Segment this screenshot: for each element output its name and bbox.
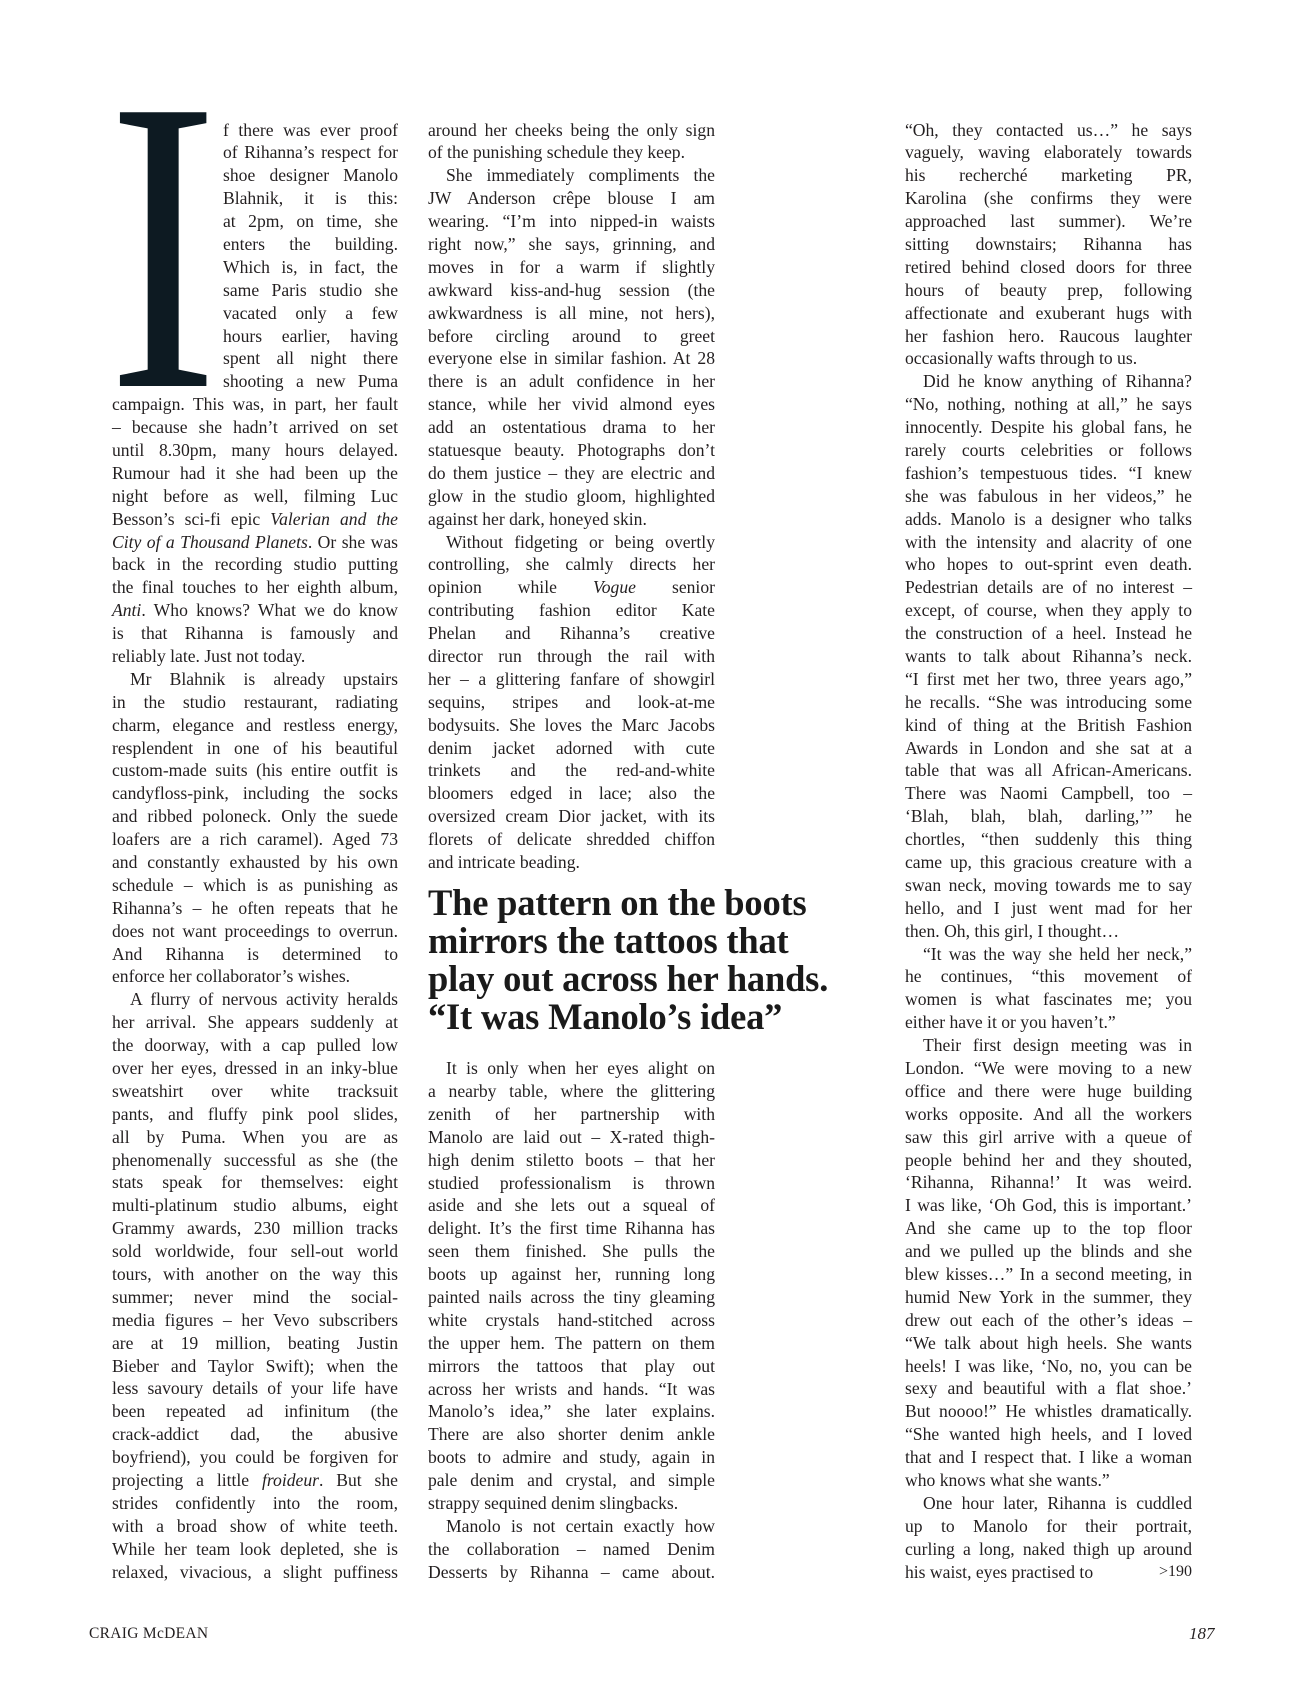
text-line: campaign. This was, in part, her fault xyxy=(112,394,398,415)
text-line: of the punishing schedule they keep. xyxy=(428,142,685,163)
text-line: around her cheeks being the only sign xyxy=(428,119,715,140)
text-line: the construction of a heel. Instead he xyxy=(905,623,1192,644)
text-line: retired behind closed doors for three xyxy=(905,256,1192,277)
text-line: oversized cream Dior jacket, with its xyxy=(428,806,715,827)
text-line: denim jacket adorned with cute xyxy=(428,737,715,758)
text-line: Rihanna’s – he often repeats that he xyxy=(112,897,398,918)
text-line: strides confidently into the room, xyxy=(112,1492,398,1513)
text-line: awkwardness is all mine, not hers), xyxy=(428,302,715,323)
text-line: painted nails across the tiny gleaming xyxy=(428,1286,715,1307)
text-line: statuesque beauty. Photographs don’t xyxy=(428,439,715,460)
text-line: charm, elegance and restless energy, xyxy=(112,714,398,735)
text-line: seen them finished. She pulls the xyxy=(428,1241,715,1262)
page-number: 187 xyxy=(1189,1624,1215,1643)
text-line: and intricate beading. xyxy=(428,852,580,872)
text-line: Desserts by Rihanna – came about. xyxy=(428,1561,715,1582)
text-line: enters the building. xyxy=(223,233,398,254)
text-line: florets of delicate shredded chiffon xyxy=(428,829,715,850)
italic-title: Anti xyxy=(112,600,142,621)
text-span: opinion while xyxy=(428,577,593,598)
text-span: . But she xyxy=(319,1470,398,1491)
text-line: all by Puma. When you are as xyxy=(112,1126,398,1147)
text-line: affectionate and exuberant hugs with xyxy=(905,302,1192,323)
italic-title: froideur xyxy=(261,1470,319,1491)
pull-quote-line: The pattern on the boots xyxy=(428,881,807,923)
text-line: vacated only a few xyxy=(223,302,398,323)
text-line: sexy and beautiful with a flat shoe.’ xyxy=(905,1378,1192,1399)
text-line: then. Oh, this girl, I thought… xyxy=(905,920,1120,941)
paragraph xyxy=(428,531,715,874)
text-span: his waist, eyes practised to xyxy=(905,1561,1094,1582)
text-line: Mr Blahnik is already upstairs xyxy=(130,668,398,689)
text-line: pants, and fluffy pink pool slides, xyxy=(112,1103,398,1124)
text-line: sold worldwide, four sell-out world xyxy=(112,1241,398,1262)
text-line: studied professionalism is thrown xyxy=(428,1172,715,1193)
text-line: been repeated ad infinitum (the xyxy=(112,1401,398,1422)
paragraph xyxy=(428,119,715,165)
text-line: against her dark, honeyed skin. xyxy=(428,508,647,529)
text-line: the final touches to her eighth album, xyxy=(112,577,398,598)
text-line: f there was ever proof xyxy=(223,119,398,140)
text-line: shoe designer Manolo xyxy=(223,165,398,186)
text-line: Which is, in fact, the xyxy=(223,256,398,277)
text-line: pale denim and crystal, and simple xyxy=(428,1470,715,1491)
text-line: There are also shorter denim ankle xyxy=(428,1424,715,1445)
text-line: Manolo is not certain exactly how xyxy=(446,1515,715,1536)
text-line: curling a long, naked thigh up around xyxy=(905,1538,1192,1559)
text-line: over her eyes, dressed in an inky-blue xyxy=(112,1058,398,1079)
text-line xyxy=(112,599,398,622)
italic-title: City of a Thousand Planets xyxy=(112,531,308,552)
text-line: One hour later, Rihanna is cuddled xyxy=(923,1492,1192,1513)
text-line: same Paris studio she xyxy=(223,279,398,300)
text-span: senior xyxy=(635,577,715,598)
text-line: her fashion hero. Raucous laughter xyxy=(905,325,1192,346)
text-line: in the studio restaurant, radiating xyxy=(112,691,398,712)
text-line: and we pulled up the blinds and she xyxy=(905,1241,1192,1262)
paragraph xyxy=(905,119,1192,371)
text-line: does not want proceedings to overrun. xyxy=(112,920,398,941)
text-line: She immediately compliments the xyxy=(446,165,715,186)
text-line: humid New York in the summer, they xyxy=(905,1286,1192,1307)
text-line: Awards in London and she sat at a xyxy=(905,737,1192,758)
text-line: either have it or you haven’t.” xyxy=(905,1012,1116,1033)
text-line: custom-made suits (his entire outfit is xyxy=(112,760,398,781)
text-line: spent all night there xyxy=(223,348,398,369)
paragraph xyxy=(905,370,1192,942)
paragraph xyxy=(428,1057,715,1515)
text-line: sweatshirt over white tracksuit xyxy=(112,1080,398,1101)
text-line: “No, nothing, nothing at all,” he says xyxy=(905,394,1192,415)
text-line: Did he know anything of Rihanna? xyxy=(923,371,1192,392)
text-line: While her team look depleted, she is xyxy=(112,1538,398,1559)
paragraph xyxy=(905,1492,1192,1584)
text-line: Their first design meeting was in xyxy=(923,1035,1192,1056)
text-line: And she came up to the top floor xyxy=(905,1218,1192,1239)
text-line: London. “We were moving to a new xyxy=(905,1058,1192,1079)
text-line: director run through the rail with xyxy=(428,645,715,666)
text-line: Phelan and Rihanna’s creative xyxy=(428,623,715,644)
text-line: hours of beauty prep, following xyxy=(905,279,1192,300)
text-line: occasionally wafts through to us. xyxy=(905,348,1138,369)
text-line: wants to talk about Rihanna’s neck. xyxy=(905,645,1192,666)
text-line: shooting a new Puma xyxy=(223,371,398,392)
text-line: multi-platinum studio albums, eight xyxy=(112,1195,398,1216)
text-line: night before as well, filming Luc xyxy=(112,485,398,506)
text-line: women is what fascinates me; you xyxy=(905,989,1192,1010)
text-line: Manolo are laid out – X-rated thigh- xyxy=(428,1126,715,1147)
text-line: moves in for a warm if slightly xyxy=(428,256,715,277)
text-line: he continues, “this movement of xyxy=(905,966,1192,987)
text-line: ‘Blah, blah, blah, darling,’” he xyxy=(905,806,1192,827)
text-line: kind of thing at the British Fashion xyxy=(905,714,1192,735)
text-line: glow in the studio gloom, highlighted xyxy=(428,485,715,506)
text-line: “We talk about high heels. She wants xyxy=(905,1332,1192,1353)
text-line: saw this girl arrive with a queue of xyxy=(905,1126,1192,1147)
article-column-2 xyxy=(428,119,829,1584)
text-span: . Or she was xyxy=(307,531,398,552)
text-line: Blahnik, it is this: xyxy=(223,188,398,209)
text-line: until 8.30pm, many hours delayed. xyxy=(112,439,398,460)
text-line xyxy=(905,1561,1192,1584)
text-line: before circling around to greet xyxy=(428,325,715,346)
text-line: and constantly exhausted by his own xyxy=(112,852,398,872)
text-line: Manolo’s idea,” she later explains. xyxy=(428,1401,715,1422)
text-line: wearing. “I’m into nipped-in waists xyxy=(428,211,715,232)
text-line: there is an adult confidence in her xyxy=(428,371,715,392)
text-line: works opposite. And all the workers xyxy=(905,1103,1192,1124)
text-line: bodysuits. She loves the Marc Jacobs xyxy=(428,714,715,735)
text-line: chortles, “then suddenly this thing xyxy=(905,829,1192,850)
text-line: blew kisses…” In a second meeting, in xyxy=(905,1264,1192,1285)
text-line: Bieber and Taylor Swift); when the xyxy=(112,1355,398,1376)
text-line: up to Manolo for their portrait, xyxy=(905,1515,1192,1536)
text-line: reliably late. Just not today. xyxy=(112,645,306,666)
text-line: adds. Manolo is a designer who talks xyxy=(905,508,1192,529)
paragraph xyxy=(112,988,398,1583)
text-line: hours earlier, having xyxy=(223,325,398,346)
text-line: ‘Rihanna, Rihanna!’ It was weird. xyxy=(905,1172,1192,1193)
text-line: media figures – her Vevo subscribers xyxy=(112,1309,398,1330)
text-line: awkward kiss-and-hug session (the xyxy=(428,279,715,300)
text-line: “It was the way she held her neck,” xyxy=(923,943,1192,964)
text-line: summer; never mind the social- xyxy=(112,1286,398,1307)
text-line: white crystals hand-stitched across xyxy=(428,1309,715,1330)
text-line: with a broad show of white teeth. xyxy=(112,1515,398,1536)
text-line: at 2pm, on time, she xyxy=(223,211,398,232)
text-line: her arrival. She appears suddenly at xyxy=(112,1012,398,1033)
text-line: add an ostentatious drama to her xyxy=(428,417,715,438)
text-line: schedule – which is as punishing as xyxy=(112,874,398,895)
pull-quote-line: “It was Manolo’s idea” xyxy=(428,995,783,1037)
text-line: Pedestrian details are of no interest – xyxy=(905,577,1192,598)
text-line: across her wrists and hands. “It was xyxy=(428,1378,715,1399)
text-line: boots to admire and study, again in xyxy=(428,1447,715,1468)
text-line: do them justice – they are electric and xyxy=(428,462,715,483)
italic-title: Vogue xyxy=(592,577,636,598)
text-line: who knows what she wants.” xyxy=(905,1470,1110,1491)
paragraph xyxy=(905,1034,1192,1492)
text-line: phenomenally successful as she (the xyxy=(112,1149,398,1170)
text-line: resplendent in one of his beautiful xyxy=(112,737,398,758)
text-line: hello, and I just went mad for her xyxy=(905,897,1192,918)
text-line: It is only when her eyes alight on xyxy=(446,1058,715,1079)
text-span: projecting a little xyxy=(112,1470,262,1491)
pull-quote-line: mirrors the tattoos that xyxy=(428,919,789,961)
text-line: office and there were huge building xyxy=(905,1080,1192,1101)
text-line: swan neck, moving towards me to say xyxy=(905,874,1192,895)
text-line: contributing fashion editor Kate xyxy=(428,600,715,621)
text-line: zenith of her partnership with xyxy=(428,1103,715,1124)
paragraph xyxy=(428,164,715,530)
text-line: high denim stiletto boots – that her xyxy=(428,1149,715,1170)
text-line: A flurry of nervous activity heralds xyxy=(130,989,398,1010)
text-line: who hopes to out-sprint even death. xyxy=(905,554,1192,575)
paragraph xyxy=(905,943,1192,1035)
text-line: I was like, ‘Oh God, this is important.’ xyxy=(905,1195,1192,1216)
text-line: JW Anderson crêpe blouse I am xyxy=(428,188,715,209)
text-line: “Oh, they contacted us…” he says xyxy=(905,119,1192,140)
text-line: her – a glittering fanfare of showgirl xyxy=(428,668,715,689)
text-line: the upper hem. The pattern on them xyxy=(428,1332,715,1353)
text-line: heels! I was like, ‘No, no, you can be xyxy=(905,1355,1192,1376)
text-span: . Who knows? What we do know xyxy=(141,600,398,621)
text-line: stance, while her vivid almond eyes xyxy=(428,394,715,415)
text-line: with the intensity and alacrity of one xyxy=(905,531,1192,552)
text-line: candyfloss-pink, including the socks xyxy=(112,783,398,804)
text-line: he recalls. “She was introducing some xyxy=(905,691,1192,712)
text-span: Besson’s sci-fi epic xyxy=(112,508,271,529)
text-line: There was Naomi Campbell, too – xyxy=(905,783,1192,804)
text-line: Rumour had it she had been up the xyxy=(112,462,398,483)
text-line: crack-addict dad, the abusive xyxy=(112,1424,398,1445)
text-line: sitting downstairs; Rihanna has xyxy=(905,233,1192,254)
text-line: the doorway, with a cap pulled low xyxy=(112,1035,398,1056)
text-line: rarely courts celebrities or follows xyxy=(905,439,1192,460)
text-line: people behind her and they shouted, xyxy=(905,1149,1192,1170)
text-line xyxy=(112,508,398,531)
text-line: trinkets and the red-and-white xyxy=(428,760,715,781)
text-line: sequins, stripes and look-at-me xyxy=(428,691,715,712)
text-line: delight. It’s the first time Rihanna has xyxy=(428,1218,715,1239)
text-line: loafers are a rich caramel). Aged 73 xyxy=(112,829,398,850)
text-line: right now,” she says, grinning, and xyxy=(428,233,715,254)
text-line: But noooo!” He whistles dramatically. xyxy=(905,1401,1192,1422)
text-line: Without fidgeting or being overtly xyxy=(446,531,715,552)
text-line: enforce her collaborator’s wishes. xyxy=(112,966,351,987)
text-line: and ribbed poloneck. Only the suede xyxy=(112,806,398,827)
article-column-1 xyxy=(112,119,398,1584)
paragraph xyxy=(428,1515,715,1584)
text-line: strappy sequined denim slingbacks. xyxy=(428,1493,679,1513)
text-line: that and I respect that. I like a woman xyxy=(905,1447,1192,1468)
text-line: bloomers edged in lace; also the xyxy=(428,783,715,804)
text-line: innocently. Despite his global fans, he xyxy=(905,417,1192,438)
text-line: boots up against her, running long xyxy=(428,1264,715,1285)
drop-cap-letter: I xyxy=(108,110,218,392)
text-line: vaguely, waving elaborately towards xyxy=(905,142,1192,163)
text-line: approached last summer). We’re xyxy=(905,211,1192,232)
italic-title: Valerian and the xyxy=(270,508,398,529)
text-line xyxy=(112,531,398,554)
text-line: boyfriend), you could be forgiven for xyxy=(112,1447,398,1468)
text-line xyxy=(112,1469,398,1492)
paragraph xyxy=(112,119,398,668)
text-line: came up, this gracious creature with a xyxy=(905,852,1192,872)
text-line: mirrors the tattoos that play out xyxy=(428,1355,715,1376)
photographer-credit: CRAIG McDEAN xyxy=(89,1625,209,1642)
text-line: are at 19 million, beating Justin xyxy=(112,1332,398,1353)
text-line: And Rihanna is determined to xyxy=(112,943,398,964)
text-line: she was fabulous in her videos,” he xyxy=(905,485,1192,506)
text-line: “I first met her two, three years ago,” xyxy=(905,668,1192,689)
text-line xyxy=(428,576,715,599)
text-line: controlling, she calmly directs her xyxy=(428,554,715,575)
text-line: is that Rihanna is famously and xyxy=(112,623,398,644)
text-line: of Rihanna’s respect for xyxy=(223,142,398,163)
text-line: stats speak for themselves: eight xyxy=(112,1172,398,1193)
text-line: table that was all African-Americans. xyxy=(905,760,1192,781)
text-line: drew out each of the other’s ideas – xyxy=(905,1309,1192,1330)
text-line: “She wanted high heels, and I loved xyxy=(905,1424,1192,1445)
text-line: Grammy awards, 230 million tracks xyxy=(112,1218,398,1239)
text-line: back in the recording studio putting xyxy=(112,554,398,575)
text-line: tours, with another on the way this xyxy=(112,1264,398,1285)
text-line: – because she hadn’t arrived on set xyxy=(112,417,398,438)
text-line: his recherché marketing PR, xyxy=(905,165,1192,186)
text-line: Karolina (she confirms they were xyxy=(905,188,1192,209)
text-line: less savoury details of your life have xyxy=(112,1378,398,1399)
paragraph xyxy=(112,668,398,988)
pull-quote-line: play out across her hands. xyxy=(428,957,829,999)
text-line: except, of course, when they apply to xyxy=(905,600,1192,621)
text-line: a nearby table, where the glittering xyxy=(428,1080,715,1101)
continued-on-page: >190 xyxy=(1158,1562,1192,1580)
pull-quote xyxy=(428,874,878,1057)
text-line: the collaboration – named Denim xyxy=(428,1538,715,1559)
text-line: everyone else in similar fashion. At 28 xyxy=(428,348,715,369)
text-line: fashion’s tempestuous tides. “I knew xyxy=(905,462,1192,483)
article-column-3 xyxy=(905,119,1192,1584)
text-line: aside and she lets out a squeal of xyxy=(428,1195,715,1216)
text-line: relaxed, vivacious, a slight puffiness xyxy=(112,1561,398,1582)
